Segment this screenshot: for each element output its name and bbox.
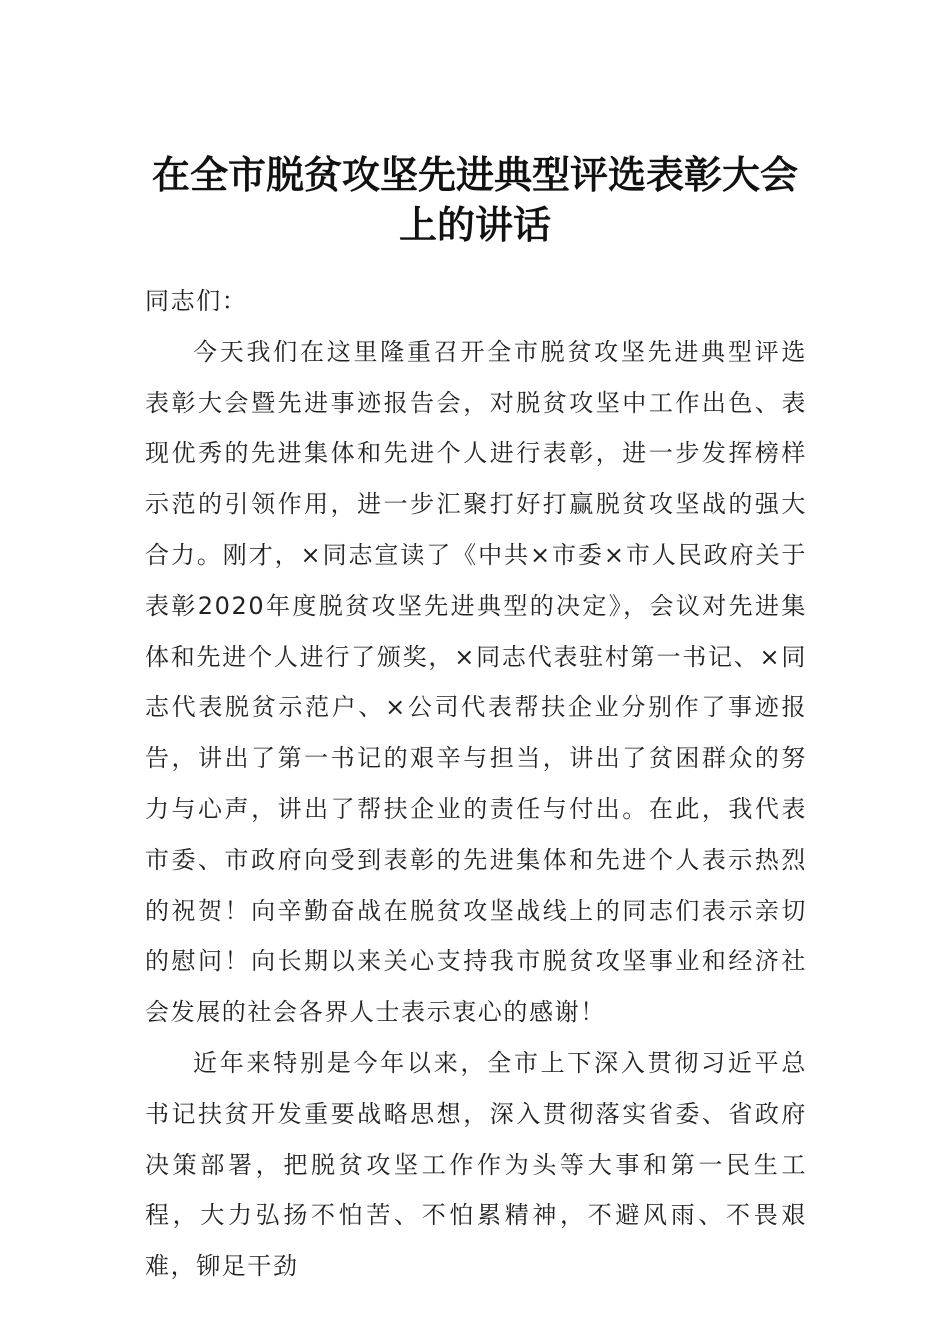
document-body	[145, 276, 807, 1292]
paragraph-1: 今天我们在这里隆重召开全市脱贫攻坚先进典型评选表彰大会暨先进事迹报告会，对脱贫攻坚中工作出色、表现优秀的先进集体和先进个人进行表彰，进一步发挥榜样示范的引领作用，进一步汇聚打好打赢脱贫攻坚战的强大合力。刚才，×同志宣读了《中共×市委×市人民政府关于表彰2020年度脱贫攻坚先进典型的决定》，会议对先进集体和先进个人进行了颁奖，×同志代表驻村第一书记、×同志代表脱贫示范户、×公司代表帮扶企业分别作了事迹报告，讲出了第一书记的艰辛与担当，讲出了贫困群众的努力与心声，讲出了帮扶企业的责任与付出。在此，我代表市委、市政府向受到表彰的先进集体和先进个人表示热烈的祝贺！向辛勤奋战在脱贫攻坚战线上的同志们表示亲切的慰问！向长期以来关心支持我市脱贫攻坚事业和经济社会发展的社会各界人士表示衷心的感谢！	[145, 337, 807, 1027]
document-title: 在全市脱贫攻坚先进典型评选表彰大会上的讲话	[151, 152, 798, 247]
paragraph-2: 近年来特别是今年以来，全市上下深入贯彻习近平总书记扶贫开发重要战略思想，深入贯彻落实省委、省政府决策部署，把脱贫攻坚工作作为头等大事和第一民生工程，大力弘扬不怕苦、不怕累精神，不避风雨、不畏艰难，铆足干劲	[145, 1048, 807, 1281]
salutation: 同志们：	[145, 287, 248, 315]
